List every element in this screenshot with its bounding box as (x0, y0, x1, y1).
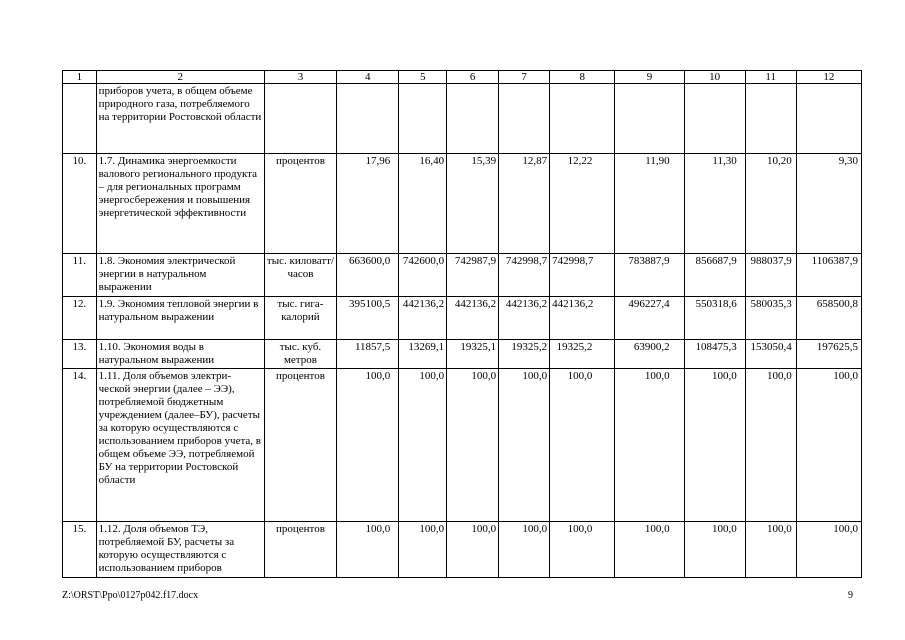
column-header: 12 (796, 71, 861, 84)
value-cell: 100,0 (399, 369, 447, 522)
indicator-description: 1.11. Доля объемов электри- ческой энергии (далее – ЭЭ), потребляемой бюджетным учреждением (далее–БУ), расчеты за которую осуществляются с использованием приборов учета, в общем объеме ЭЭ, потребляемой БУ на территории Ростовской области (96, 369, 264, 522)
column-header: 6 (447, 71, 499, 84)
value-cell: 11857,5 (337, 340, 399, 369)
value-cell: 742998,7 (499, 254, 550, 297)
value-cell: 100,0 (447, 522, 499, 578)
row-number: 12. (63, 297, 97, 340)
value-cell: 100,0 (615, 369, 684, 522)
value-cell: 856687,9 (684, 254, 745, 297)
value-cell: 100,0 (550, 369, 615, 522)
column-header: 11 (745, 71, 796, 84)
row-number (63, 84, 97, 154)
column-header: 7 (499, 71, 550, 84)
value-cell: 100,0 (499, 369, 550, 522)
value-cell: 580035,3 (745, 297, 796, 340)
value-cell (399, 84, 447, 154)
value-cell: 742998,7 (550, 254, 615, 297)
value-cell: 10,20 (745, 154, 796, 254)
value-cell: 100,0 (615, 522, 684, 578)
value-cell: 100,0 (745, 369, 796, 522)
value-cell: 12,87 (499, 154, 550, 254)
value-cell: 442136,2 (499, 297, 550, 340)
page-number: 9 (848, 590, 853, 601)
value-cell: 100,0 (499, 522, 550, 578)
value-cell (499, 84, 550, 154)
value-cell: 100,0 (796, 369, 861, 522)
indicator-description: 1.9. Экономия тепловой энергии в натуральном выражении (96, 297, 264, 340)
value-cell (684, 84, 745, 154)
column-header: 10 (684, 71, 745, 84)
value-cell: 100,0 (337, 522, 399, 578)
value-cell: 16,40 (399, 154, 447, 254)
value-cell: 100,0 (399, 522, 447, 578)
value-cell: 19325,2 (499, 340, 550, 369)
value-cell (550, 84, 615, 154)
value-cell (745, 84, 796, 154)
unit-cell: процентов (264, 522, 336, 578)
row-number: 11. (63, 254, 97, 297)
value-cell: 395100,5 (337, 297, 399, 340)
value-cell: 100,0 (550, 522, 615, 578)
value-cell: 9,30 (796, 154, 861, 254)
value-cell: 197625,5 (796, 340, 861, 369)
value-cell (337, 84, 399, 154)
unit-cell: тыс. киловатт/ часов (264, 254, 336, 297)
value-cell: 550318,6 (684, 297, 745, 340)
value-cell: 742600,0 (399, 254, 447, 297)
row-number: 15. (63, 522, 97, 578)
value-cell: 63900,2 (615, 340, 684, 369)
table-row (63, 522, 862, 578)
indicator-description: приборов учета, в общем объеме природного газа, потребляемого на территории Ростовской области (96, 84, 264, 154)
value-cell: 108475,3 (684, 340, 745, 369)
file-path-footer: Z:\ORST\Ppo\0127p042.f17.docx (62, 590, 199, 601)
column-header: 1 (63, 71, 97, 84)
value-cell: 11,30 (684, 154, 745, 254)
column-header: 3 (264, 71, 336, 84)
indicators-table (62, 70, 862, 578)
value-cell: 11,90 (615, 154, 684, 254)
column-header: 5 (399, 71, 447, 84)
value-cell: 100,0 (447, 369, 499, 522)
value-cell: 19325,1 (447, 340, 499, 369)
value-cell: 442136,2 (550, 297, 615, 340)
table-row (63, 297, 862, 340)
value-cell: 153050,4 (745, 340, 796, 369)
value-cell: 100,0 (796, 522, 861, 578)
value-cell: 496227,4 (615, 297, 684, 340)
value-cell: 783887,9 (615, 254, 684, 297)
value-cell (796, 84, 861, 154)
column-header: 9 (615, 71, 684, 84)
value-cell: 658500,8 (796, 297, 861, 340)
value-cell: 12,22 (550, 154, 615, 254)
unit-cell: тыс. гига- калорий (264, 297, 336, 340)
value-cell (615, 84, 684, 154)
value-cell: 442136,2 (447, 297, 499, 340)
table-row (63, 340, 862, 369)
value-cell (447, 84, 499, 154)
indicator-description: 1.8. Экономия электрической энергии в натуральном выражении (96, 254, 264, 297)
value-cell: 988037,9 (745, 254, 796, 297)
column-header: 4 (337, 71, 399, 84)
table-row (63, 84, 862, 154)
indicator-description: 1.12. Доля объемов ТЭ, потребляемой БУ, расчеты за которую осуществляются с использованием приборов (96, 522, 264, 578)
table-row (63, 254, 862, 297)
table-row (63, 154, 862, 254)
value-cell: 100,0 (684, 522, 745, 578)
indicator-description: 1.10. Экономия воды в натуральном выражении (96, 340, 264, 369)
value-cell: 1106387,9 (796, 254, 861, 297)
value-cell: 19325,2 (550, 340, 615, 369)
unit-cell: процентов (264, 369, 336, 522)
unit-cell: процентов (264, 154, 336, 254)
value-cell: 13269,1 (399, 340, 447, 369)
value-cell: 17,96 (337, 154, 399, 254)
indicator-description: 1.7. Динамика энергоемкости валового регионального продукта – для региональных программ энергосбережения и повышения энергетической эффективности (96, 154, 264, 254)
row-number: 10. (63, 154, 97, 254)
unit-cell (264, 84, 336, 154)
value-cell: 15,39 (447, 154, 499, 254)
column-header: 8 (550, 71, 615, 84)
column-header: 2 (96, 71, 264, 84)
row-number: 13. (63, 340, 97, 369)
value-cell: 100,0 (745, 522, 796, 578)
value-cell: 663600,0 (337, 254, 399, 297)
value-cell: 442136,2 (399, 297, 447, 340)
value-cell: 100,0 (684, 369, 745, 522)
row-number: 14. (63, 369, 97, 522)
header-row (63, 71, 862, 84)
value-cell: 100,0 (337, 369, 399, 522)
unit-cell: тыс. куб. метров (264, 340, 336, 369)
table-row (63, 369, 862, 522)
value-cell: 742987,9 (447, 254, 499, 297)
